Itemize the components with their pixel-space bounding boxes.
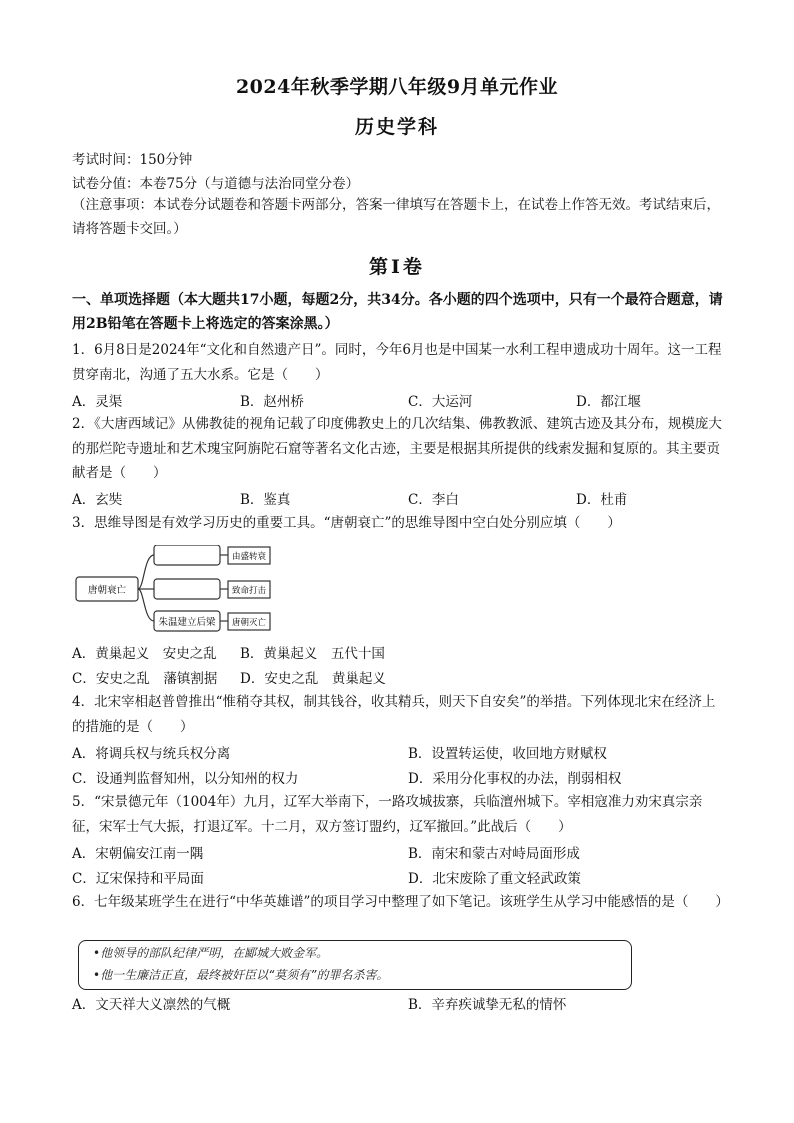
exam-score: 试卷分值：本卷75分（与道德与法治同堂分卷） [72, 176, 360, 192]
mindmap-leaf-2-label: 致命打击 [231, 586, 267, 596]
mindmap-branch-2-blank [154, 579, 220, 599]
part-title: 第Ⅰ卷 [369, 256, 425, 278]
question-1-option-b[interactable]: B．赵州桥 [240, 394, 304, 410]
note-line-1: •他领导的部队纪律严明，在郾城大败金军。 [93, 946, 329, 960]
question-1-option-d[interactable]: D．都江堰 [576, 394, 641, 410]
question-6-option-a[interactable]: A．文天祥大义凛然的气概 [72, 997, 231, 1013]
subject-title: 历史学科 [354, 116, 439, 138]
question-2-option-a[interactable]: A．玄奘 [72, 492, 123, 508]
question-6-stem: 6．七年级某班学生在进行“中华英雄谱”的项目学习中整理了如下笔记。该班学生从学习中能感悟的是（ ） [72, 894, 729, 910]
question-1-option-a[interactable]: A．灵渠 [72, 394, 123, 410]
question-4-option-d[interactable]: D．采用分化事权的办法，削弱相权 [408, 771, 622, 787]
question-2-option-c[interactable]: C．李白 [408, 492, 459, 508]
question-4-option-b[interactable]: B．设置转运使，收回地方财赋权 [408, 746, 607, 762]
question-5-option-a[interactable]: A．宋朝偏安江南一隅 [72, 846, 204, 862]
exam-notice: （注意事项：本试卷分试题卷和答题卡两部分，答案一律填写在答题卡上，在试卷上作答无效。考试结束后，请将答题卡交回。） [72, 197, 720, 237]
question-6-option-b[interactable]: B．辛弃疾诚挚无私的情怀 [408, 997, 567, 1013]
mindmap-leaf-1-label: 由盛转衰 [231, 552, 267, 562]
notes-box [78, 940, 632, 990]
question-5-option-d[interactable]: D．北宋废除了重文轻武政策 [408, 871, 581, 887]
question-2-stem: 2．《大唐西域记》从佛教徒的视角记载了印度佛教史上的几次结集、佛教教派、建筑古迹及其分布，规模庞大的那烂陀寺遗址和艺术瑰宝阿旃陀石窟等著名文化古迹，主要是根据其所提供的线索发掘和复原的。其主要贡献者是（ ） [72, 416, 722, 481]
question-1-stem: 1．6月8日是2024年“文化和自然遗产日”。同时，今年6月也是中国某一水利工程申遗成功十周年。这一工程贯穿南北，沟通了五大水系。它是（ ） [72, 342, 722, 383]
question-4-option-c[interactable]: C．设通判监督知州，以分知州的权力 [72, 771, 299, 787]
question-3-option-c[interactable]: C．安史之乱 藩镇割据 [72, 671, 218, 687]
exam-title: 2024年秋季学期八年级9月单元作业 [235, 76, 559, 98]
mindmap-branch-1-blank [154, 545, 220, 565]
mindmap-diagram [72, 545, 292, 635]
question-3-stem: 3．思维导图是有效学习历史的重要工具。“唐朝衰亡”的思维导图中空白处分别应填（ ） [72, 515, 621, 531]
question-3-option-d[interactable]: D．安史之乱 黄巢起义 [240, 671, 386, 687]
question-1-option-c[interactable]: C．大运河 [408, 394, 473, 410]
mindmap-root-label: 唐朝衰亡 [87, 585, 127, 596]
mindmap-leaf-3-label: 唐朝灭亡 [231, 618, 267, 628]
mindmap-branch-3-label: 朱温建立后梁 [158, 617, 216, 628]
question-5-stem: 5．“宋景德元年（1004年）九月，辽军大举南下，一路攻城拔寨，兵临澶州城下。宰相寇准力劝宋真宗亲征，宋军士气大振，打退辽军。十二月，双方签订盟约，辽军撤回。”此战后（ ） [72, 794, 703, 835]
question-5-option-c[interactable]: C．辽宋保持和平局面 [72, 871, 204, 887]
question-4-option-a[interactable]: A．将调兵权与统兵权分离 [72, 746, 231, 762]
question-2-option-d[interactable]: D．杜甫 [576, 492, 628, 508]
exam-time: 考试时间：150分钟 [72, 152, 193, 168]
question-3-option-b[interactable]: B．黄巢起义 五代十国 [240, 646, 385, 662]
question-2-option-b[interactable]: B．鉴真 [240, 492, 291, 508]
note-line-2: •他一生廉洁正直，最终被奸臣以“莫须有”的罪名杀害。 [93, 968, 389, 982]
question-3-option-a[interactable]: A．黄巢起义 安史之乱 [72, 646, 217, 662]
question-4-stem: 4．北宋宰相赵普曾推出“惟稍夺其权，制其钱谷，收其精兵，则天下自安矣”的举措。下列体现北宋在经济上的措施的是（ ） [72, 694, 716, 735]
section-heading: 一、单项选择题（本大题共17小题，每题2分，共34分。各小题的四个选项中，只有一个最符合题意，请用2B铅笔在答题卡上将选定的答案涂黑。） [72, 292, 723, 332]
question-5-option-b[interactable]: B．南宋和蒙古对峙局面形成 [408, 846, 580, 862]
